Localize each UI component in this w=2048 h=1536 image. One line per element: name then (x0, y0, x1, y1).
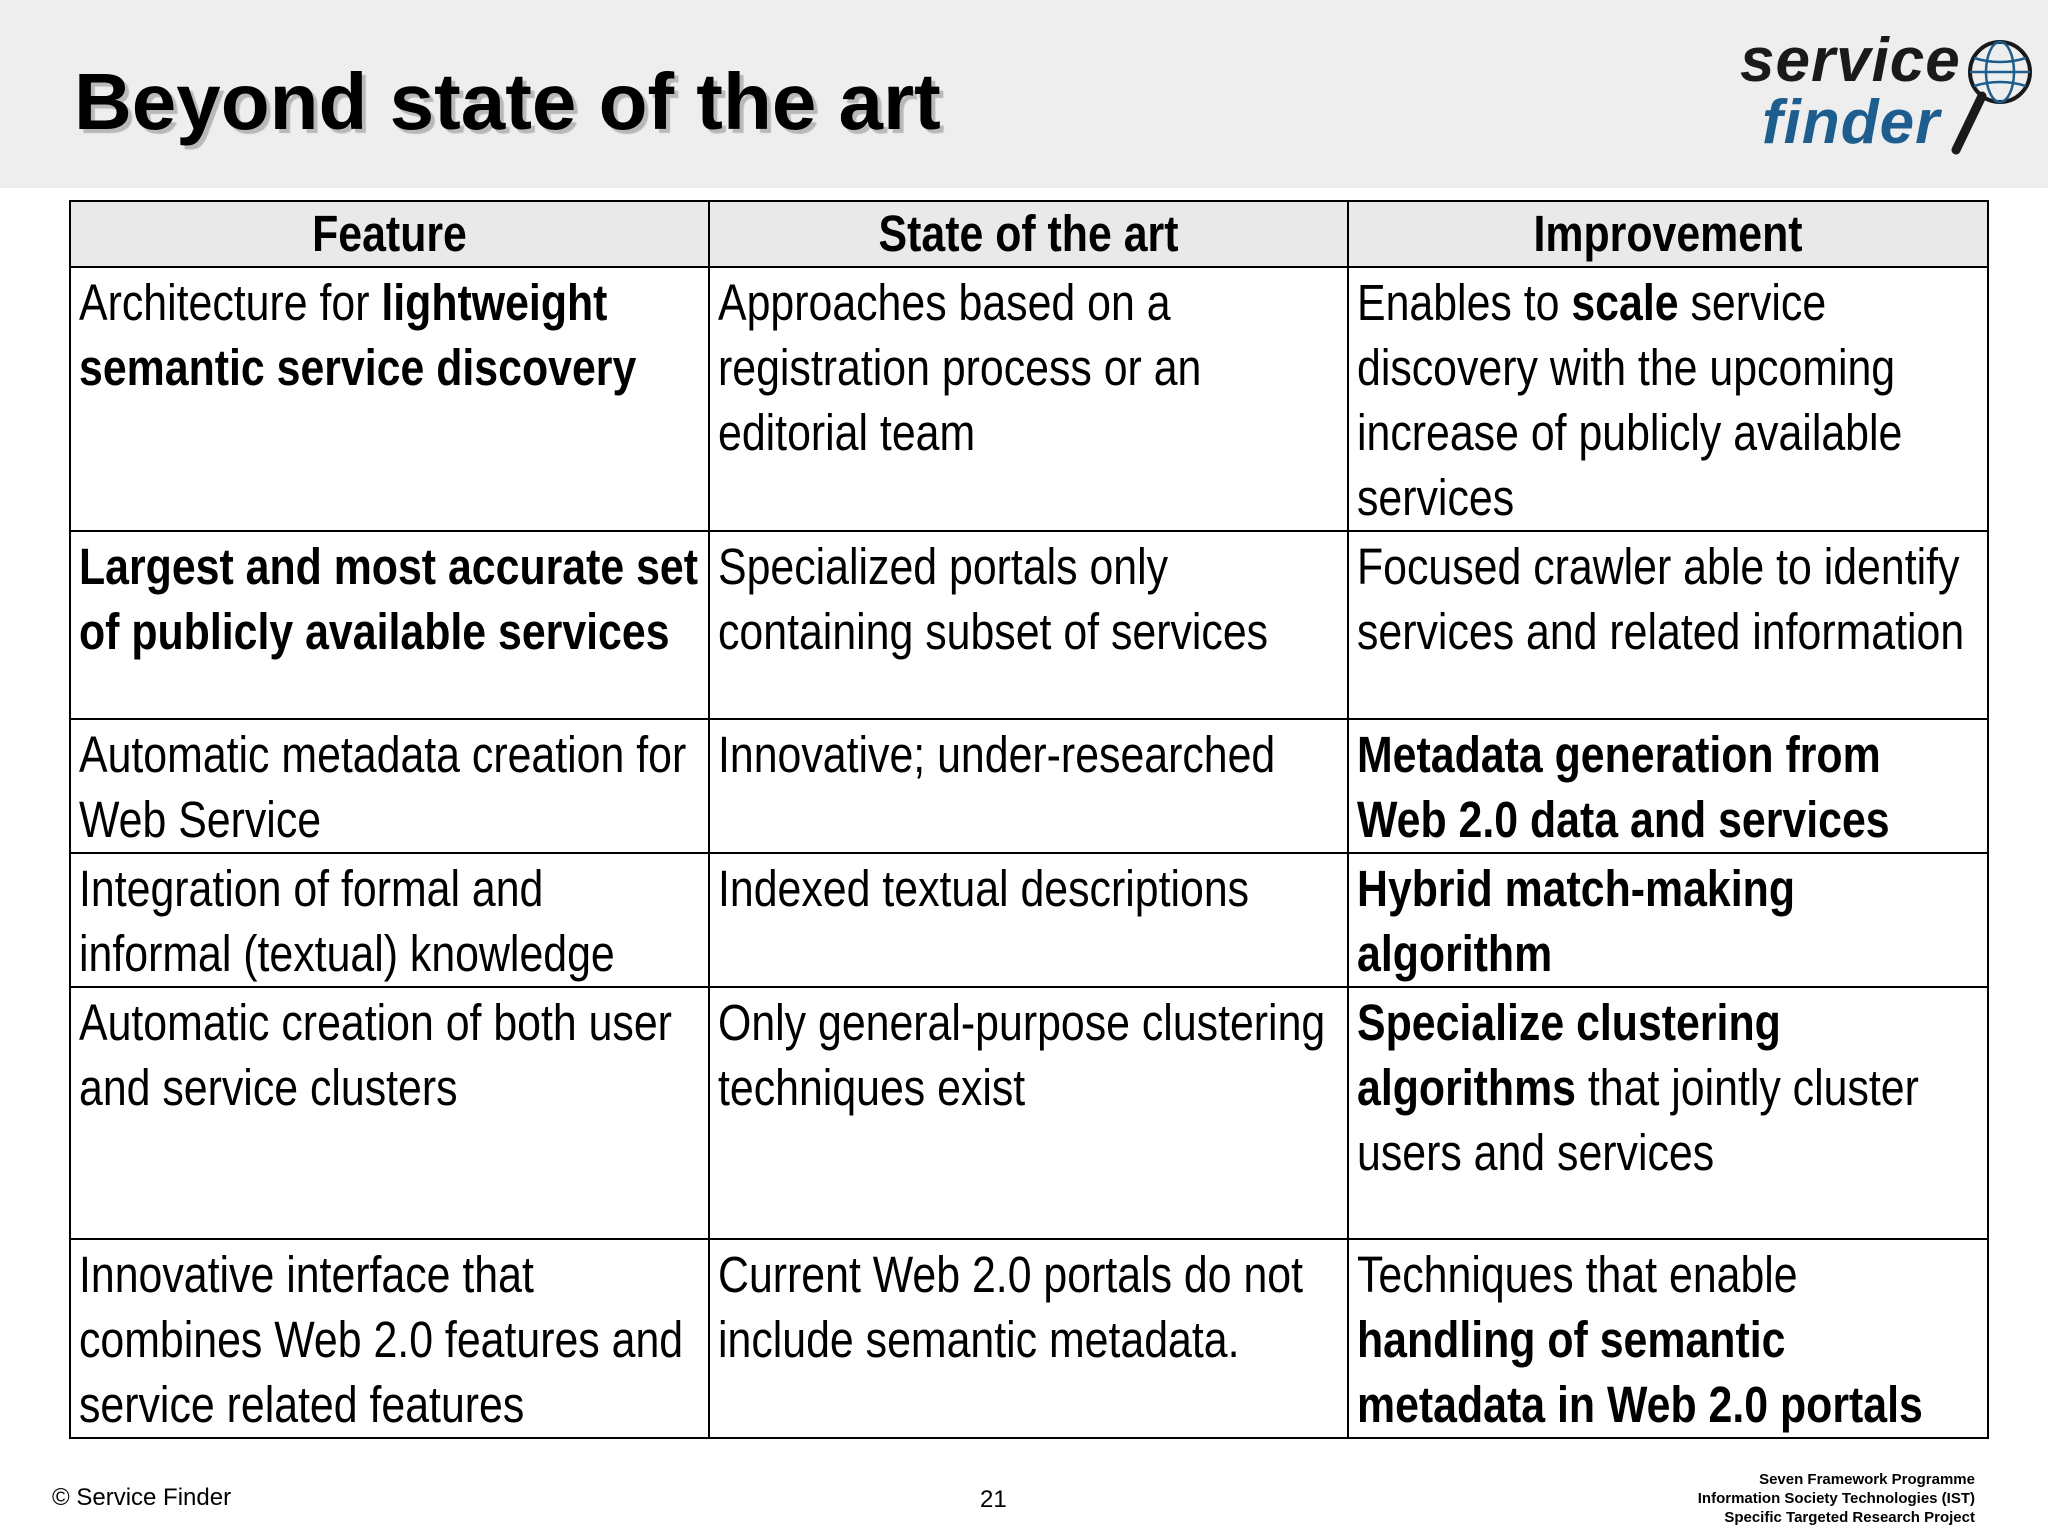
table-row (70, 1239, 1988, 1438)
improvement-cell (1348, 853, 1988, 987)
improvement-cell (1348, 1239, 1988, 1438)
table-row (70, 853, 1988, 987)
program-line: Specific Targeted Research Project (1724, 1509, 1975, 1526)
improvement-cell (1348, 267, 1988, 531)
bold-text: Largest and most accurate set of publicly available services (79, 538, 699, 660)
text: Innovative; under-researched (718, 726, 1276, 783)
text: Indexed textual descriptions (718, 860, 1250, 917)
improvement-cell (1348, 531, 1988, 719)
state-cell (709, 1239, 1348, 1438)
text: Automatic creation of both user and service clusters (79, 994, 672, 1116)
table-row (70, 531, 1988, 719)
copyright-text: © Service Finder (52, 1484, 232, 1511)
feature-cell (70, 267, 709, 531)
bold-text: lightweight semantic service discovery (79, 274, 637, 396)
feature-cell (70, 531, 709, 719)
comparison-table (69, 200, 1989, 1439)
text: Techniques that enable (1357, 1246, 1798, 1303)
state-cell (709, 531, 1348, 719)
column-header-state-of-the-art: State of the art (709, 201, 1348, 267)
text: Only general-purpose clustering techniques exist (718, 994, 1326, 1116)
feature-cell (70, 853, 709, 987)
logo-word-finder: finder (1762, 88, 1941, 157)
text: that jointly cluster users and services (1357, 1059, 1919, 1181)
table-row (70, 987, 1988, 1239)
state-cell (709, 987, 1348, 1239)
slide-title: Beyond state of the art (74, 57, 941, 146)
text: Architecture for (79, 274, 382, 331)
text: Innovative interface that combines Web 2.0 features and service related features (79, 1246, 684, 1433)
bold-text: Specialize clustering algorithms (1357, 994, 1781, 1116)
text: Focused crawler able to identify services and related information (1357, 538, 1965, 660)
bold-text: scale (1571, 274, 1679, 331)
column-header-improvement: Improvement (1348, 201, 1988, 267)
text: Approaches based on a registration process or an editorial team (718, 274, 1202, 461)
text: Automatic metadata creation for Web Service (79, 726, 687, 848)
state-cell (709, 267, 1348, 531)
feature-cell (70, 719, 709, 853)
bold-text: Hybrid match-making algorithm (1357, 860, 1796, 982)
improvement-cell (1348, 719, 1988, 853)
service-finder-logo (1730, 28, 2048, 168)
improvement-cell (1348, 987, 1988, 1239)
feature-cell (70, 987, 709, 1239)
state-cell (709, 719, 1348, 853)
table-row (70, 267, 1988, 531)
text: Current Web 2.0 portals do not include semantic metadata. (718, 1246, 1304, 1368)
feature-cell (70, 1239, 709, 1438)
table-header-row (70, 201, 1988, 267)
text: service discovery with the upcoming increase of publicly available services (1357, 274, 1903, 526)
magnifier-globe-icon (1950, 32, 2046, 162)
page-number: 21 (980, 1486, 1007, 1513)
bold-text: Metadata generation from Web 2.0 data and services (1357, 726, 1890, 848)
program-info (1698, 1470, 1975, 1527)
text: Specialized portals only containing subset of services (718, 538, 1269, 660)
column-header-feature: Feature (70, 201, 709, 267)
table-row (70, 719, 1988, 853)
program-line: Information Society Technologies (IST) (1697, 1490, 1975, 1507)
text: Integration of formal and informal (textual) knowledge (79, 860, 615, 982)
logo-word-service: service (1740, 26, 1961, 95)
bold-text: handling of semantic metadata in Web 2.0 portals (1357, 1311, 1923, 1433)
text: Enables to (1357, 274, 1572, 331)
state-cell (709, 853, 1348, 987)
program-line: Seven Framework Programme (1759, 1471, 1975, 1488)
